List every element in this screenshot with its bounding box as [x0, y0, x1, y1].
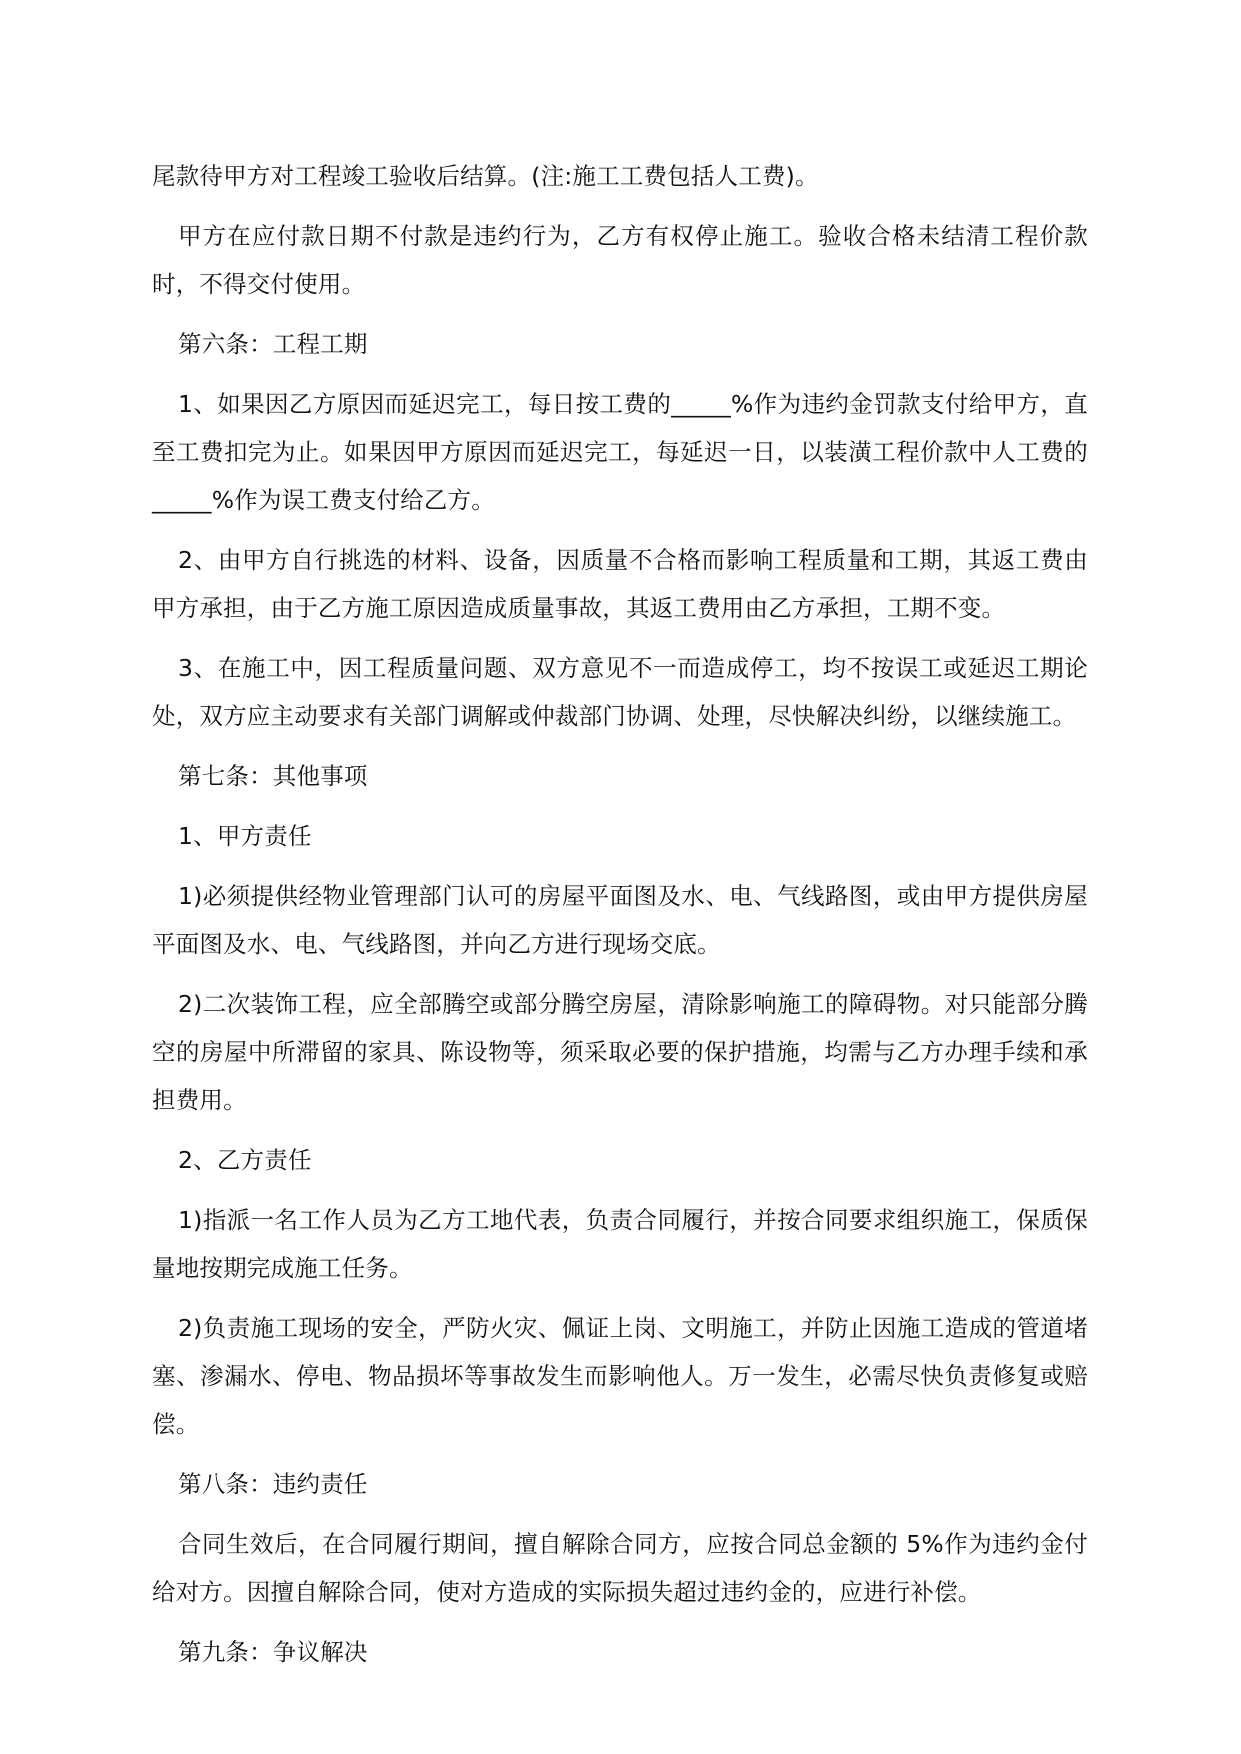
document-body [152, 152, 1088, 1688]
paragraph-final-payment: 尾款待甲方对工程竣工验收后结算。(注:施工工费包括人工费)。 [152, 162, 819, 190]
paragraph-party-b-duty-2: 2)负责施工现场的安全，严防火灾、佩证上岗、文明施工，并防止因施工造成的管道堵塞、渗漏水、停电、物品损坏等事故发生而影响他人。万一发生，必需尽快负责修复或赔偿。 [152, 1314, 1088, 1438]
heading-article-7: 第七条：其他事项 [178, 762, 368, 790]
paragraph-article-6-item-2: 2、由甲方自行挑选的材料、设备，因质量不合格而影响工程质量和工期，其返工费由甲方承担，由于乙方施工原因造成质量事故，其返工费用由乙方承担，工期不变。 [152, 546, 1088, 622]
paragraph-breach-liability: 合同生效后，在合同履行期间，擅自解除合同方，应按合同总金额的 5%作为违约金付给对方。因擅自解除合同，使对方造成的实际损失超过违约金的，应进行补偿。 [152, 1530, 1088, 1606]
paragraph-party-a-duty-2: 2)二次装饰工程，应全部腾空或部分腾空房屋，清除影响施工的障碍物。对只能部分腾空的房屋中所滞留的家具、陈设物等，须采取必要的保护措施，均需与乙方办理手续和承担费用。 [152, 990, 1088, 1114]
paragraph-payment-default: 甲方在应付款日期不付款是违约行为，乙方有权停止施工。验收合格未结清工程价款时，不得交付使用。 [152, 222, 1088, 298]
paragraph-article-6-item-3: 3、在施工中，因工程质量问题、双方意见不一而造成停工，均不按误工或延迟工期论处，双方应主动要求有关部门调解或仲裁部门协调、处理，尽快解决纠纷，以继续施工。 [152, 654, 1088, 730]
heading-article-8: 第八条：违约责任 [178, 1470, 368, 1498]
heading-article-9: 第九条：争议解决 [178, 1638, 368, 1666]
paragraph-party-b-duty-1: 1)指派一名工作人员为乙方工地代表，负责合同履行，并按合同要求组织施工，保质保量地按期完成施工任务。 [152, 1206, 1088, 1282]
paragraph-article-6-item-1: 1、如果因乙方原因而延迟完工，每日按工费的_____%作为违约金罚款支付给甲方，直至工费扣完为止。如果因甲方原因而延迟完工，每延迟一日，以装潢工程价款中人工费的_____%作为误工费支付给乙方。 [152, 390, 1088, 514]
paragraph-party-a-duty-1: 1)必须提供经物业管理部门认可的房屋平面图及水、电、气线路图，或由甲方提供房屋平面图及水、电、气线路图，并向乙方进行现场交底。 [152, 882, 1088, 958]
subheading-party-a-duties: 1、甲方责任 [178, 822, 312, 850]
subheading-party-b-duties: 2、乙方责任 [178, 1146, 312, 1174]
heading-article-6: 第六条：工程工期 [178, 330, 368, 358]
